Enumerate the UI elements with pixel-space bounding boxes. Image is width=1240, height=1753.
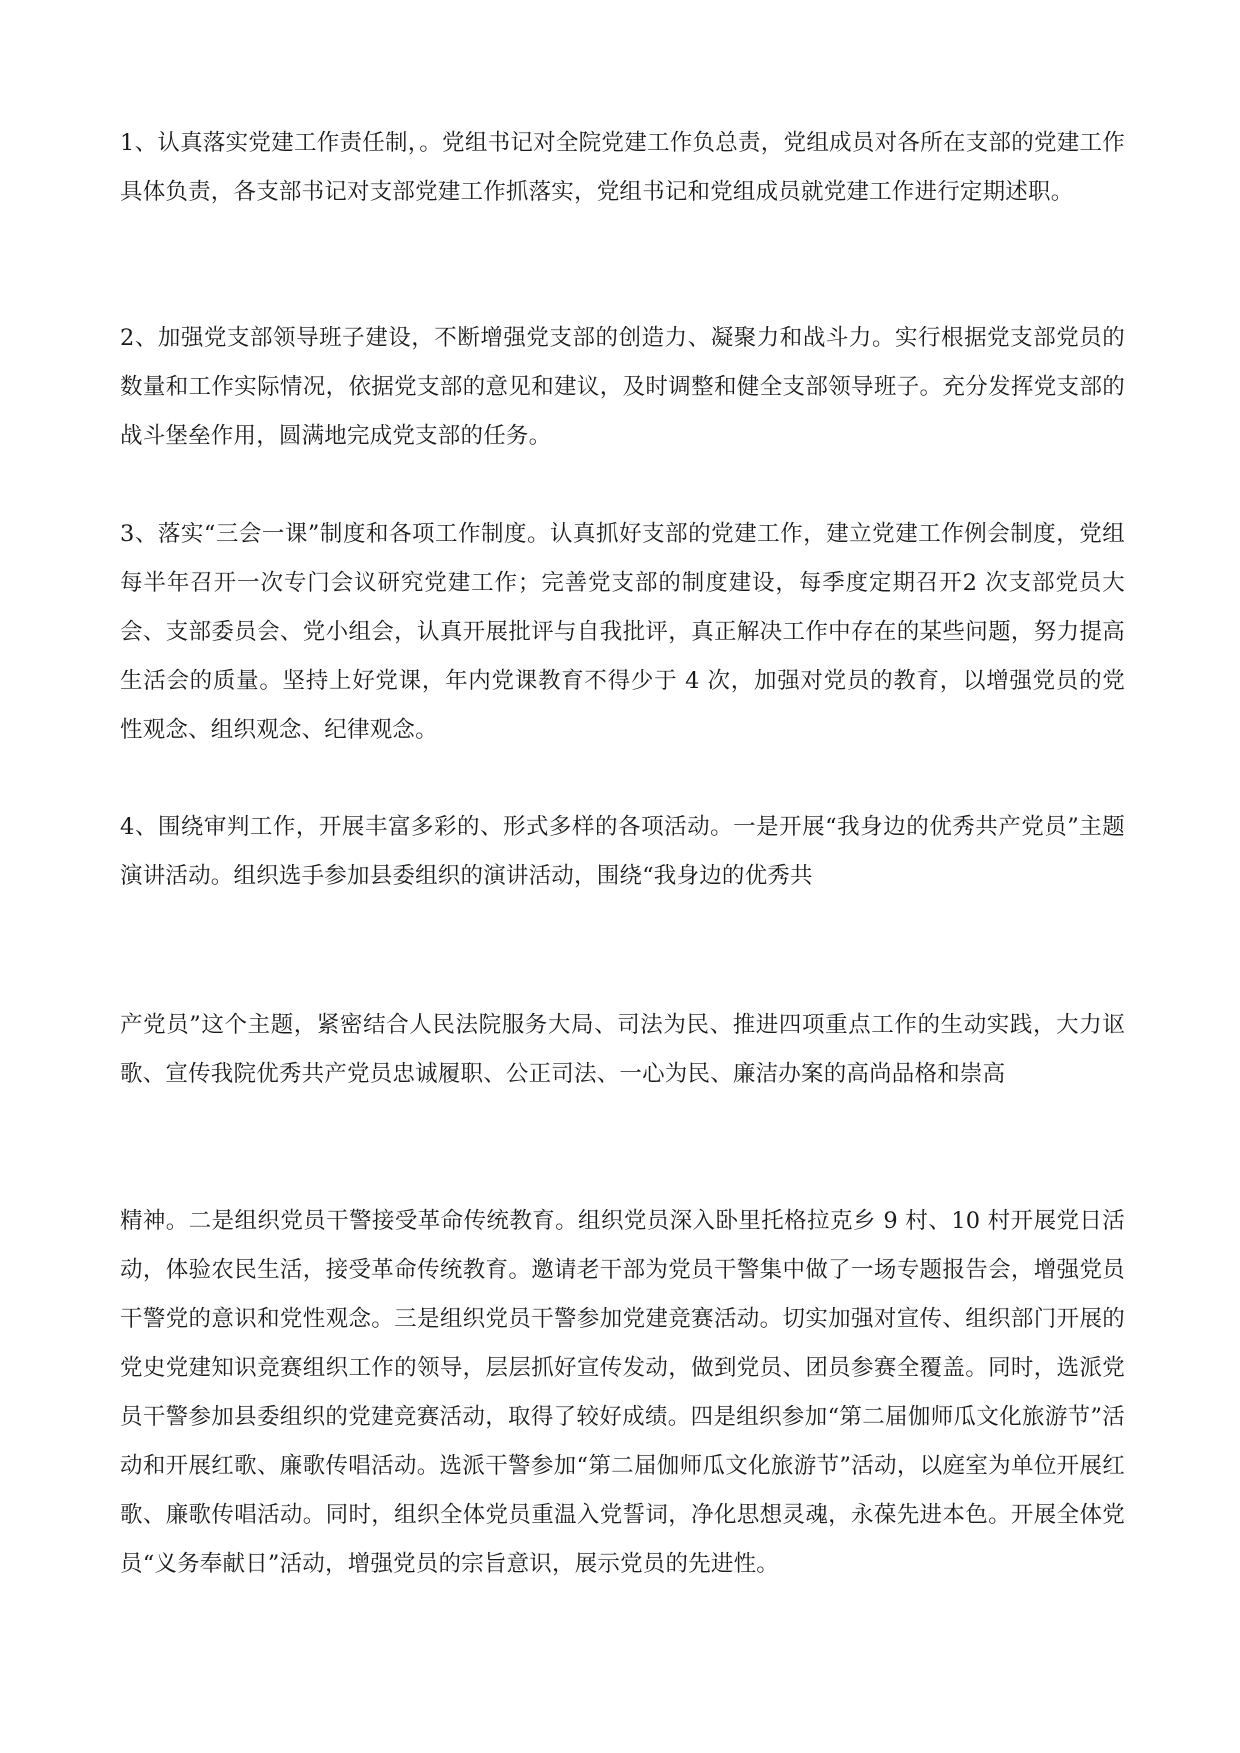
paragraph-3: 3、落实“三会一课”制度和各项工作制度。认真抓好支部的党建工作，建立党建工作例会制度，党组每半年召开一次专门会议研究党建工作；完善党支部的制度建设，每季度定期召开2 次支部党员大会、支部委员会、党小组会，认真开展批评与自我批评，真正解决工作中存在的某些问题，努力提高生活会的质量。坚持上好党课，年内党课教育不得少于 4 次，加强对党员的教育，以增强党员的党性观念、组织观念、纪律观念。 (120, 521, 1125, 743)
paragraph-4: 4、围绕审判工作，开展丰富多彩的、形式多样的各项活动。一是开展“我身边的优秀共产党员”主题演讲活动。组织选手参加县委组织的演讲活动，围绕“我身边的优秀共 (120, 814, 1125, 889)
paragraph-6: 精神。二是组织党员干警接受革命传统教育。组织党员深入卧里托格拉克乡 9 村、10 村开展党日活动，体验农民生活，接受革命传统教育。邀请老干部为党员干警集中做了一场专题报告会，增强党员干警党的意识和党性观念。三是组织党员干警参加党建竞赛活动。切实加强对宣传、组织部门开展的党史党建知识竞赛组织工作的领导，层层抓好宣传发动，做到党员、团员参赛全覆盖。同时，选派党员干警参加县委组织的党建竞赛活动，取得了较好成绩。四是组织参加“第二届伽师瓜文化旅游节”活动和开展红歌、廉歌传唱活动。选派干警参加“第二届伽师瓜文化旅游节”活动，以庭室为单位开展红歌、廉歌传唱活动。同时，组织全体党员重温入党誓词，净化思想灵魂，永葆先进本色。开展全体党员“义务奉献日”活动，增强党员的宗旨意识，展示党员的先进性。 (120, 1208, 1125, 1577)
paragraph-2: 2、加强党支部领导班子建设，不断增强党支部的创造力、凝聚力和战斗力。实行根据党支部党员的数量和工作实际情况，依据党支部的意见和建议，及时调整和健全支部领导班子。充分发挥党支部的战斗堡垒作用，圆满地完成党支部的任务。 (120, 325, 1125, 449)
paragraph-5: 产党员”这个主题，紧密结合人民法院服务大局、司法为民、推进四项重点工作的生动实践，大力讴歌、宣传我院优秀共产党员忠诚履职、公正司法、一心为民、廉洁办案的高尚品格和崇高 (120, 1012, 1125, 1087)
paragraph-1: 1、认真落实党建工作责任制，。党组书记对全院党建工作负总责，党组成员对各所在支部的党建工作具体负责，各支部书记对支部党建工作抓落实，党组书记和党组成员就党建工作进行定期述职。 (120, 130, 1125, 205)
